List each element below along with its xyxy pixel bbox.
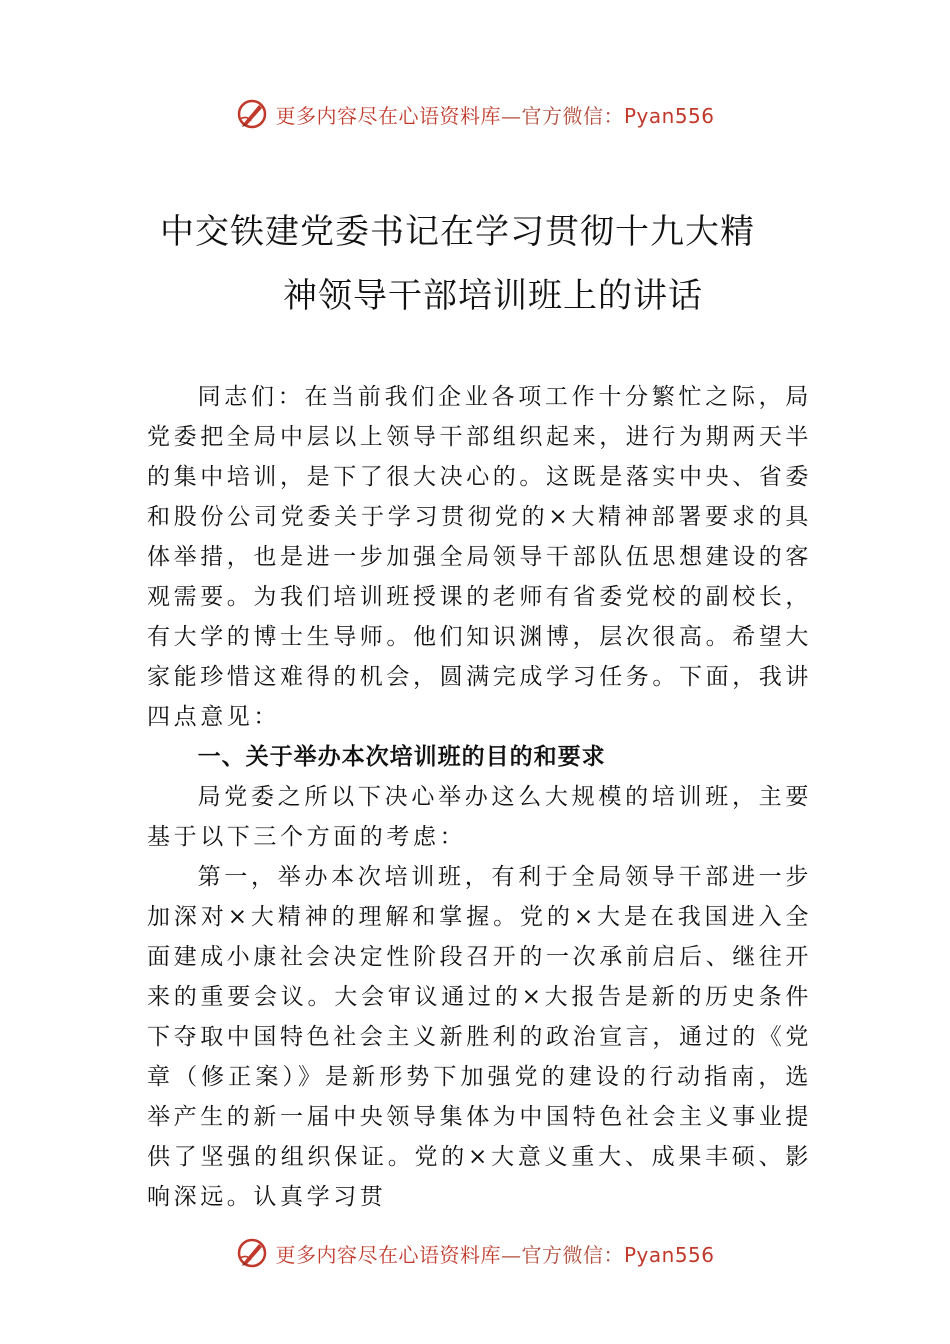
watermark-wechat-id: Pyan556 — [623, 103, 715, 128]
watermark-wechat-label: 官方微信： — [521, 1242, 624, 1267]
watermark-separator: — — [500, 1242, 522, 1267]
watermark-footer — [0, 1233, 950, 1273]
watermark-text — [275, 100, 714, 129]
watermark-separator: — — [500, 103, 522, 128]
section-heading-1: 一、关于举办本次培训班的目的和要求 — [197, 744, 606, 770]
paragraph-considerations: 局党委之所以下决心举办这么大规模的培训班，主要基于以下三个方面的考虑： — [147, 784, 812, 850]
pen-logo-icon — [235, 97, 269, 131]
watermark-text — [275, 1239, 714, 1268]
watermark-header — [0, 94, 950, 134]
watermark-content — [235, 1236, 714, 1270]
paragraph-first-point: 第一，举办本次培训班，有利于全局领导干部进一步加深对×大精神的理解和掌握。党的×大是在我国进入全面建成小康社会决定性阶段召开的一次承前启后、继往开来的重要会议。大会审议通过的×大报告是新的历史条件下夺取中国特色社会主义新胜利的政治宣言，通过的《党章（修正案）》是新形势下加强党的建设的行动指南，选举产生的新一届中央领导集体为中国特色社会主义事业提供了坚强的组织保证。党的×大意义重大、成果丰硕、影响深远。认真学习贯 — [147, 864, 812, 1210]
paragraph-opening: 同志们：在当前我们企业各项工作十分繁忙之际，局党委把全局中层以上领导干部组织起来，进行为期两天半的集中培训，是下了很大决心的。这既是落实中央、省委和股份公司党委关于学习贯彻党的×大精神部署要求的具体举措，也是进一步加强全局领导干部队伍思想建设的客观需要。为我们培训班授课的老师有省委党校的副校长，有大学的博士生导师。他们知识渊博，层次很高。希望大家能珍惜这难得的机会，圆满完成学习任务。下面，我讲四点意见： — [147, 384, 812, 730]
watermark-brand: 更多内容尽在心语资料库 — [275, 1242, 501, 1267]
pen-logo-icon — [235, 1236, 269, 1270]
watermark-brand: 更多内容尽在心语资料库 — [275, 103, 501, 128]
watermark-wechat-id: Pyan556 — [623, 1242, 715, 1267]
document-body — [147, 377, 812, 1217]
watermark-content — [235, 97, 714, 131]
document-title-line-2: 神领导干部培训班上的讲话 — [283, 276, 703, 316]
document-title-line-1: 中交铁建党委书记在学习贯彻十九大精 — [160, 212, 755, 252]
watermark-wechat-label: 官方微信： — [521, 103, 624, 128]
